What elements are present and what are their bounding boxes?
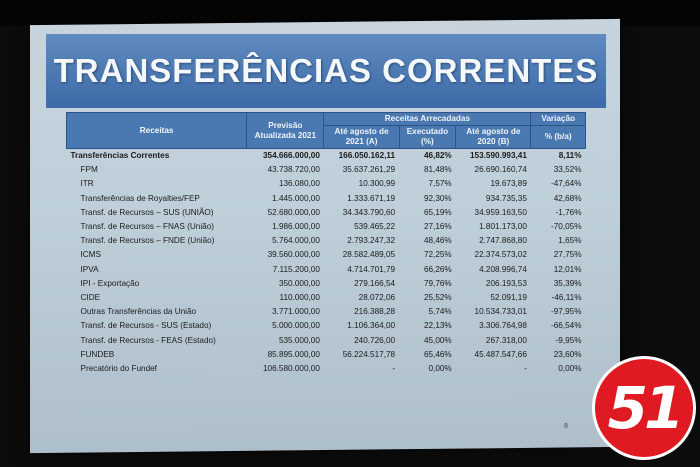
table-row [67, 277, 586, 291]
row-ate-2021: 10.300,99 [358, 179, 396, 189]
row-previsao: 5.000.000,00 [272, 321, 320, 331]
row-ate-2021: 4.714.701,79 [347, 264, 396, 274]
row-previsao: 5.764.000,00 [272, 236, 320, 246]
row-ate-2021: 34.343.790,60 [342, 207, 396, 217]
table-row [67, 234, 586, 248]
table-row [67, 177, 586, 191]
table-row [67, 362, 586, 376]
row-previsao: 1.986.000,00 [272, 222, 320, 232]
table-row [67, 149, 586, 164]
table-row [67, 291, 586, 305]
row-ate-2020: 4.208.996,74 [479, 264, 527, 274]
table-row [67, 206, 586, 220]
row-variacao: 12,01% [553, 264, 582, 274]
row-variacao: -1,76% [555, 207, 582, 217]
row-ate-2021: - [392, 364, 396, 374]
table-row [67, 348, 586, 362]
row-executado: 45,00% [423, 335, 452, 345]
row-previsao: 7.115.200,00 [272, 264, 320, 274]
row-ate-2020: 206.193,53 [485, 278, 527, 288]
row-name: Outras Transferências da União [80, 307, 197, 317]
row-name: Transf. de Recursos - FEAS (Estado) [80, 335, 216, 345]
table-row [67, 263, 586, 277]
header-receitas: Receitas [67, 113, 247, 149]
header-arrecadadas: Receitas Arrecadadas [324, 113, 531, 126]
row-executado: 25,52% [423, 293, 452, 303]
row-ate-2020: 52.091,19 [490, 293, 527, 303]
table-row [67, 220, 586, 234]
row-variacao: 0,00% [558, 364, 582, 374]
row-ate-2021: 216.388,28 [354, 307, 396, 317]
row-variacao: 35,39% [553, 278, 582, 288]
row-previsao: 350.000,00 [278, 278, 320, 288]
row-ate-2021: 28.582.489,05 [342, 250, 396, 260]
row-variacao: -97,95% [551, 307, 582, 317]
row-executado: 7,57% [428, 179, 452, 189]
row-ate-2020: - [524, 364, 527, 374]
row-executado: 5,74% [428, 307, 452, 317]
header-executado: Executado (%) [399, 126, 456, 149]
row-ate-2021: 279.166,54 [354, 278, 396, 288]
page-number: 8 [564, 423, 568, 430]
row-name: Transf. de Recursos – FNDE (União) [80, 236, 215, 246]
table-row [67, 248, 586, 262]
table-row [67, 192, 586, 206]
row-ate-2021: 240.726,00 [354, 335, 396, 345]
row-ate-2020: 10.534.733,01 [474, 307, 527, 317]
slide-title: TRANSFERÊNCIAS CORRENTES [53, 52, 599, 89]
row-executado: 22,13% [423, 321, 452, 331]
row-ate-2020: 34.959.163,50 [474, 207, 527, 217]
row-ate-2021: 539.465,22 [354, 222, 396, 232]
row-name: Transferências Correntes [70, 151, 170, 160]
row-previsao: 85.895.000,00 [267, 349, 320, 359]
row-variacao: -47,64% [551, 179, 582, 189]
header-pct: % (b/a) [531, 126, 586, 149]
row-variacao: 23,60% [553, 349, 582, 359]
row-name: ICMS [80, 250, 101, 260]
row-previsao: 535.000,00 [278, 335, 320, 345]
row-previsao: 354.666.000,00 [263, 151, 320, 160]
table-row [67, 334, 586, 348]
row-executado: 27,16% [423, 222, 452, 232]
header-ate-2021: Até agosto de 2021 (A) [324, 126, 399, 149]
row-name: Transf. de Recursos – FNAS (União) [80, 222, 214, 232]
row-executado: 79,76% [423, 278, 452, 288]
row-ate-2021: 1.106.364,00 [347, 321, 396, 331]
row-ate-2021: 56.224.517,78 [342, 349, 396, 359]
row-executado: 0,00% [428, 364, 452, 374]
row-executado: 65,19% [423, 207, 452, 217]
row-ate-2020: 267.318,00 [485, 335, 527, 345]
row-previsao: 106.580.000,00 [263, 364, 320, 374]
table-row [67, 163, 586, 177]
row-ate-2020: 3.306.764,98 [479, 321, 527, 331]
row-variacao: 8,11% [558, 151, 582, 160]
row-previsao: 136.080,00 [278, 179, 320, 189]
header-previsao: Previsão Atualizada 2021 [247, 113, 324, 149]
row-name: ITR [80, 179, 94, 189]
row-ate-2020: 26.690.160,74 [474, 165, 527, 175]
logo-text: 51 [607, 374, 681, 442]
row-ate-2020: 1.801.173,00 [479, 222, 527, 232]
row-executado: 48,46% [423, 236, 452, 246]
row-previsao: 39.560.000,00 [267, 250, 320, 260]
row-executado: 66,26% [423, 264, 452, 274]
row-name: CIDE [80, 293, 101, 303]
row-name: FPM [80, 165, 98, 175]
row-ate-2021: 1.333.671,19 [347, 193, 396, 203]
header-variacao: Variação [531, 113, 586, 126]
row-name: Transf. de Recursos - SUS (Estado) [80, 321, 212, 331]
row-ate-2021: 166.050.162,11 [338, 151, 396, 160]
row-ate-2020: 153.590.993,41 [469, 151, 527, 160]
row-previsao: 3.771.000,00 [272, 307, 320, 317]
row-executado: 81,48% [423, 165, 452, 175]
table-row [67, 319, 586, 333]
row-ate-2021: 28.072,06 [358, 293, 396, 303]
row-ate-2020: 45.487.547,66 [474, 349, 527, 359]
row-variacao: 1,65% [558, 236, 582, 246]
row-previsao: 43.738.720,00 [267, 165, 320, 175]
table-body [67, 149, 586, 377]
row-variacao: -70,05% [551, 222, 582, 232]
row-variacao: 33,52% [553, 165, 582, 175]
row-executado: 72,25% [423, 250, 452, 260]
table-row [67, 305, 586, 319]
row-ate-2020: 22.374.573,02 [474, 250, 527, 260]
row-previsao: 1.445.000,00 [272, 193, 320, 203]
row-variacao: 27,75% [553, 250, 582, 260]
header-ate-2020: Até agosto de 2020 (B) [456, 126, 531, 149]
row-executado: 65,46% [423, 349, 452, 359]
title-banner [46, 34, 606, 108]
row-previsao: 52.680.000,00 [267, 207, 320, 217]
row-ate-2020: 2.747.868,80 [479, 236, 527, 246]
row-name: Transferências de Royalties/FEP [80, 193, 200, 203]
row-name: Precatório do Fundef [80, 364, 157, 374]
row-variacao: -66,54% [551, 321, 582, 331]
row-variacao: -9,95% [555, 335, 582, 345]
row-name: IPVA [80, 264, 99, 274]
row-previsao: 110.000,00 [279, 293, 320, 303]
row-ate-2020: 19.673,89 [490, 179, 527, 189]
row-ate-2020: 934.735,35 [485, 193, 527, 203]
row-executado: 46,82% [423, 151, 452, 160]
row-variacao: -46,11% [551, 293, 582, 303]
row-ate-2021: 35.637.261,29 [342, 165, 396, 175]
row-name: FUNDEB [80, 349, 115, 359]
row-name: IPI - Exportação [80, 278, 140, 288]
row-name: Transf. de Recursos – SUS (UNIÃO) [80, 207, 214, 217]
row-executado: 92,30% [423, 193, 452, 203]
row-ate-2021: 2.793.247,32 [347, 236, 396, 246]
revenue-table [66, 112, 586, 376]
channel-51-logo [592, 356, 696, 460]
row-variacao: 42,68% [553, 193, 582, 203]
